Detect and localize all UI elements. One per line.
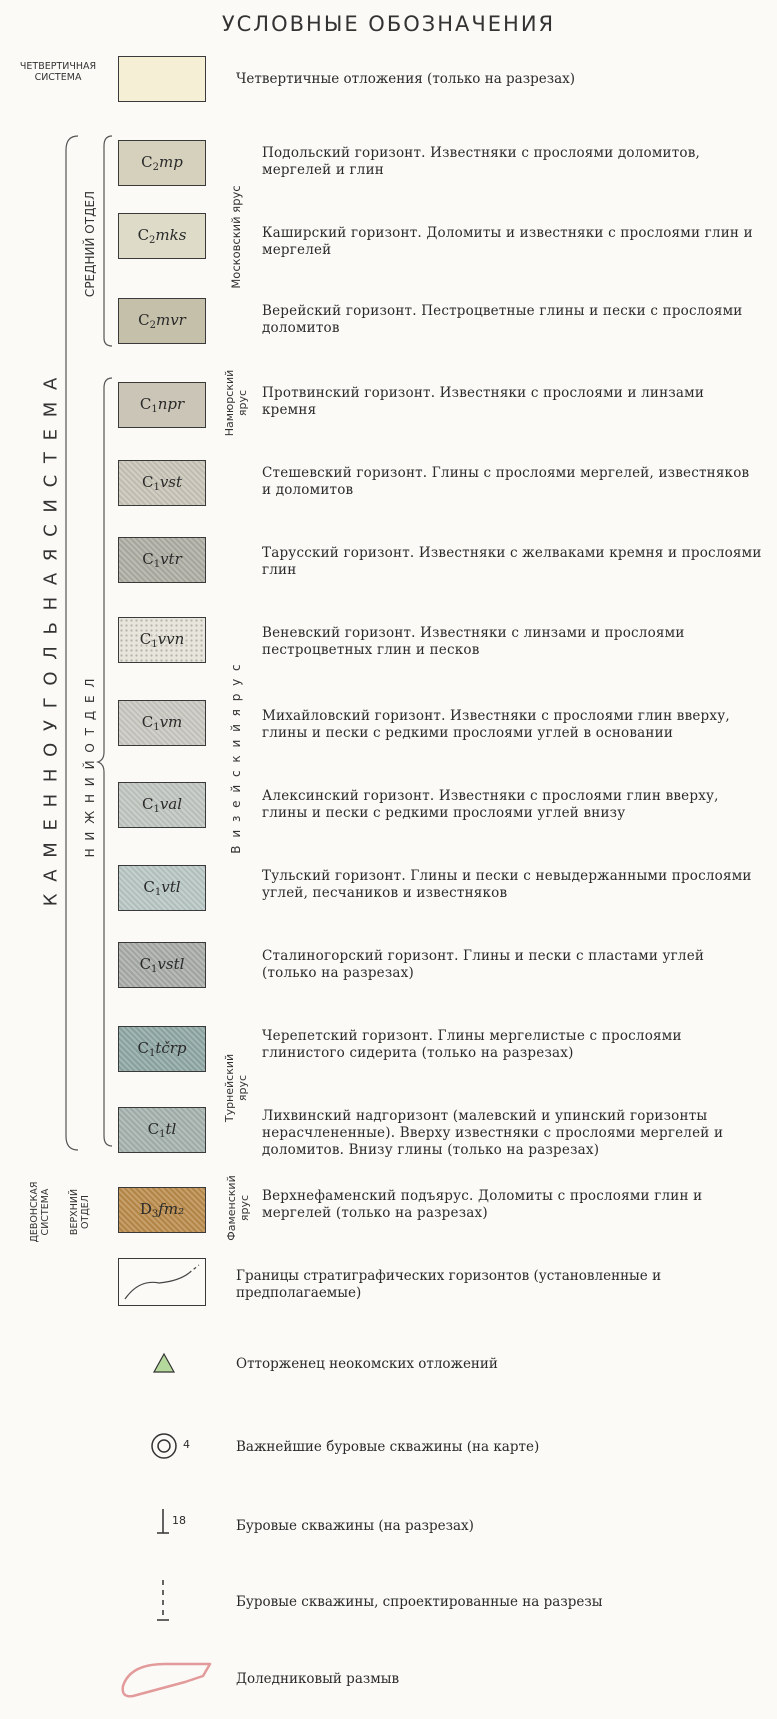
unit-index-label: $D_3fm_2$ [139, 1200, 185, 1220]
unit-swatch [118, 700, 206, 746]
unit-swatch [118, 942, 206, 988]
unit-description: Сталиногорский горизонт. Глины и пески с пластами углей (только на разрезах) [262, 948, 705, 981]
triangle-icon [152, 1352, 176, 1374]
unit-description: Тульский горизонт. Глины и пески с невыдержанными прослоями углей, песчаников и известняков [262, 868, 752, 901]
unit-index-label: $C_1npr$ [139, 395, 185, 415]
unit-swatch [118, 298, 206, 344]
boundary-lines-icon [119, 1259, 205, 1305]
well-projected-description: Буровые скважины, спроектированные на разрезы [236, 1594, 603, 1610]
moscow-stage-label: Московский ярус [229, 185, 243, 289]
carboniferous-system-label: К А М Е Н Н О У Г О Л Ь Н А Я С И С Т Е М А [40, 374, 62, 907]
quaternary-system-label: ЧЕТВЕРТИЧНАЯ СИСТЕМА [19, 61, 97, 83]
unit-index-label: $C_1vvn$ [139, 630, 185, 650]
unit-description: Подольский горизонт. Известняки с прослоями доломитов, мергелей и глин [262, 145, 701, 178]
unit-index-label: $C_1vtl$ [143, 878, 181, 898]
unit-description: Протвинский горизонт. Известняки с прослоями и линзами кремня [262, 385, 705, 418]
unit-swatch [118, 382, 206, 428]
boundary-description: Границы стратиграфических горизонтов (установленные и предполагаемые) [236, 1268, 662, 1301]
devonian-system-label: ДЕВОНСКАЯ СИСТЕМА [29, 1181, 51, 1243]
unit-swatch [118, 213, 206, 259]
unit-description: Михайловский горизонт. Известняки с прослоями глин вверху, глины и пески с редкими прослоями углей в основании [262, 708, 730, 741]
erosion-icon [115, 1660, 215, 1702]
unit-index-label: $C_1tl$ [147, 1120, 177, 1140]
tournai-stage-label: Турнейский ярус [223, 1053, 249, 1123]
lower-series-label: Н И Ж Н И Й О Т Д Е Л [83, 676, 97, 858]
unit-description: Черепетский горизонт. Глины мергелистые с прослоями глинистого сидерита (только на разрезах) [262, 1028, 682, 1061]
erosion-description: Доледниковый размыв [236, 1671, 400, 1687]
unit-description: Тарусский горизонт. Известняки с желваками кремня и прослоями глин [262, 545, 762, 578]
boundary-swatch [118, 1258, 206, 1306]
unit-description: Стешевский горизонт. Глины с прослоями мергелей, известняков и доломитов [262, 465, 750, 498]
unit-index-label: $C_2mp$ [141, 153, 183, 173]
namur-stage-label: Намюрский ярус [223, 369, 249, 437]
unit-swatch [118, 140, 206, 186]
unit-swatch [118, 617, 206, 663]
unit-index-label: $C_1vst$ [141, 473, 183, 493]
unit-description: Верхнефаменский подъярус. Доломиты с прослоями глин и мергелей (только на разрезах) [262, 1188, 703, 1221]
unit-index-label: $C_1val$ [141, 795, 183, 815]
unit-description: Веневский горизонт. Известняки с линзами и прослоями пестроцветных глин и песков [262, 625, 685, 658]
unit-swatch [118, 460, 206, 506]
legend-title: УСЛОВНЫЕ ОБОЗНАЧЕНИЯ [221, 12, 556, 36]
unit-index-label: $C_1vtr$ [142, 550, 182, 570]
visean-stage-label: В и з е й с к и й я р у с [229, 662, 243, 854]
unit-index-label: $C_1vstl$ [139, 955, 185, 975]
unit-swatch [118, 537, 206, 583]
middle-series-label: СРЕДНИЙ ОТДЕЛ [83, 190, 97, 298]
unit-index-label: $C_2mvr$ [138, 311, 186, 331]
unit-index-label: $C_1tčrp$ [137, 1039, 187, 1059]
unit-index-label: $C_1vm$ [141, 713, 183, 733]
upper-series-label: ВЕРХНИЙ ОТДЕЛ [69, 1188, 91, 1236]
well-circle-number: 4 [183, 1438, 190, 1451]
unit-index-label: $C_2mks$ [137, 226, 187, 246]
well-section-icon [156, 1507, 170, 1535]
unit-swatch [118, 1187, 206, 1233]
unit-swatch [118, 782, 206, 828]
quaternary-description: Четвертичные отложения (только на разрезах) [236, 71, 576, 87]
unit-description: Алексинский горизонт. Известняки с прослоями глин вверху, глины и пески с редкими прослоями углей внизу [262, 788, 719, 821]
well-map-description: Важнейшие буровые скважины (на карте) [236, 1439, 540, 1455]
well-section-number: 18 [172, 1514, 186, 1527]
well-circle-icon [150, 1432, 178, 1460]
famen-stage-label: Фаменский ярус [225, 1175, 251, 1241]
unit-swatch [118, 1107, 206, 1153]
unit-description: Верейский горизонт. Пестроцветные глины и пески с прослоями доломитов [262, 303, 743, 336]
unit-swatch [118, 1026, 206, 1072]
unit-description: Каширский горизонт. Доломиты и известняки с прослоями глин и мергелей [262, 225, 753, 258]
outlier-description: Отторженец неокомских отложений [236, 1356, 498, 1372]
well-projected-icon [156, 1578, 170, 1624]
unit-swatch [118, 865, 206, 911]
well-section-description: Буровые скважины (на разрезах) [236, 1518, 474, 1534]
unit-description: Лихвинский надгоризонт (малевский и упинский горизонты нерасчлененные). Вверху известняки с прослоями мергелей и доломитов. Внизу глины (только на разрезах) [262, 1108, 724, 1158]
